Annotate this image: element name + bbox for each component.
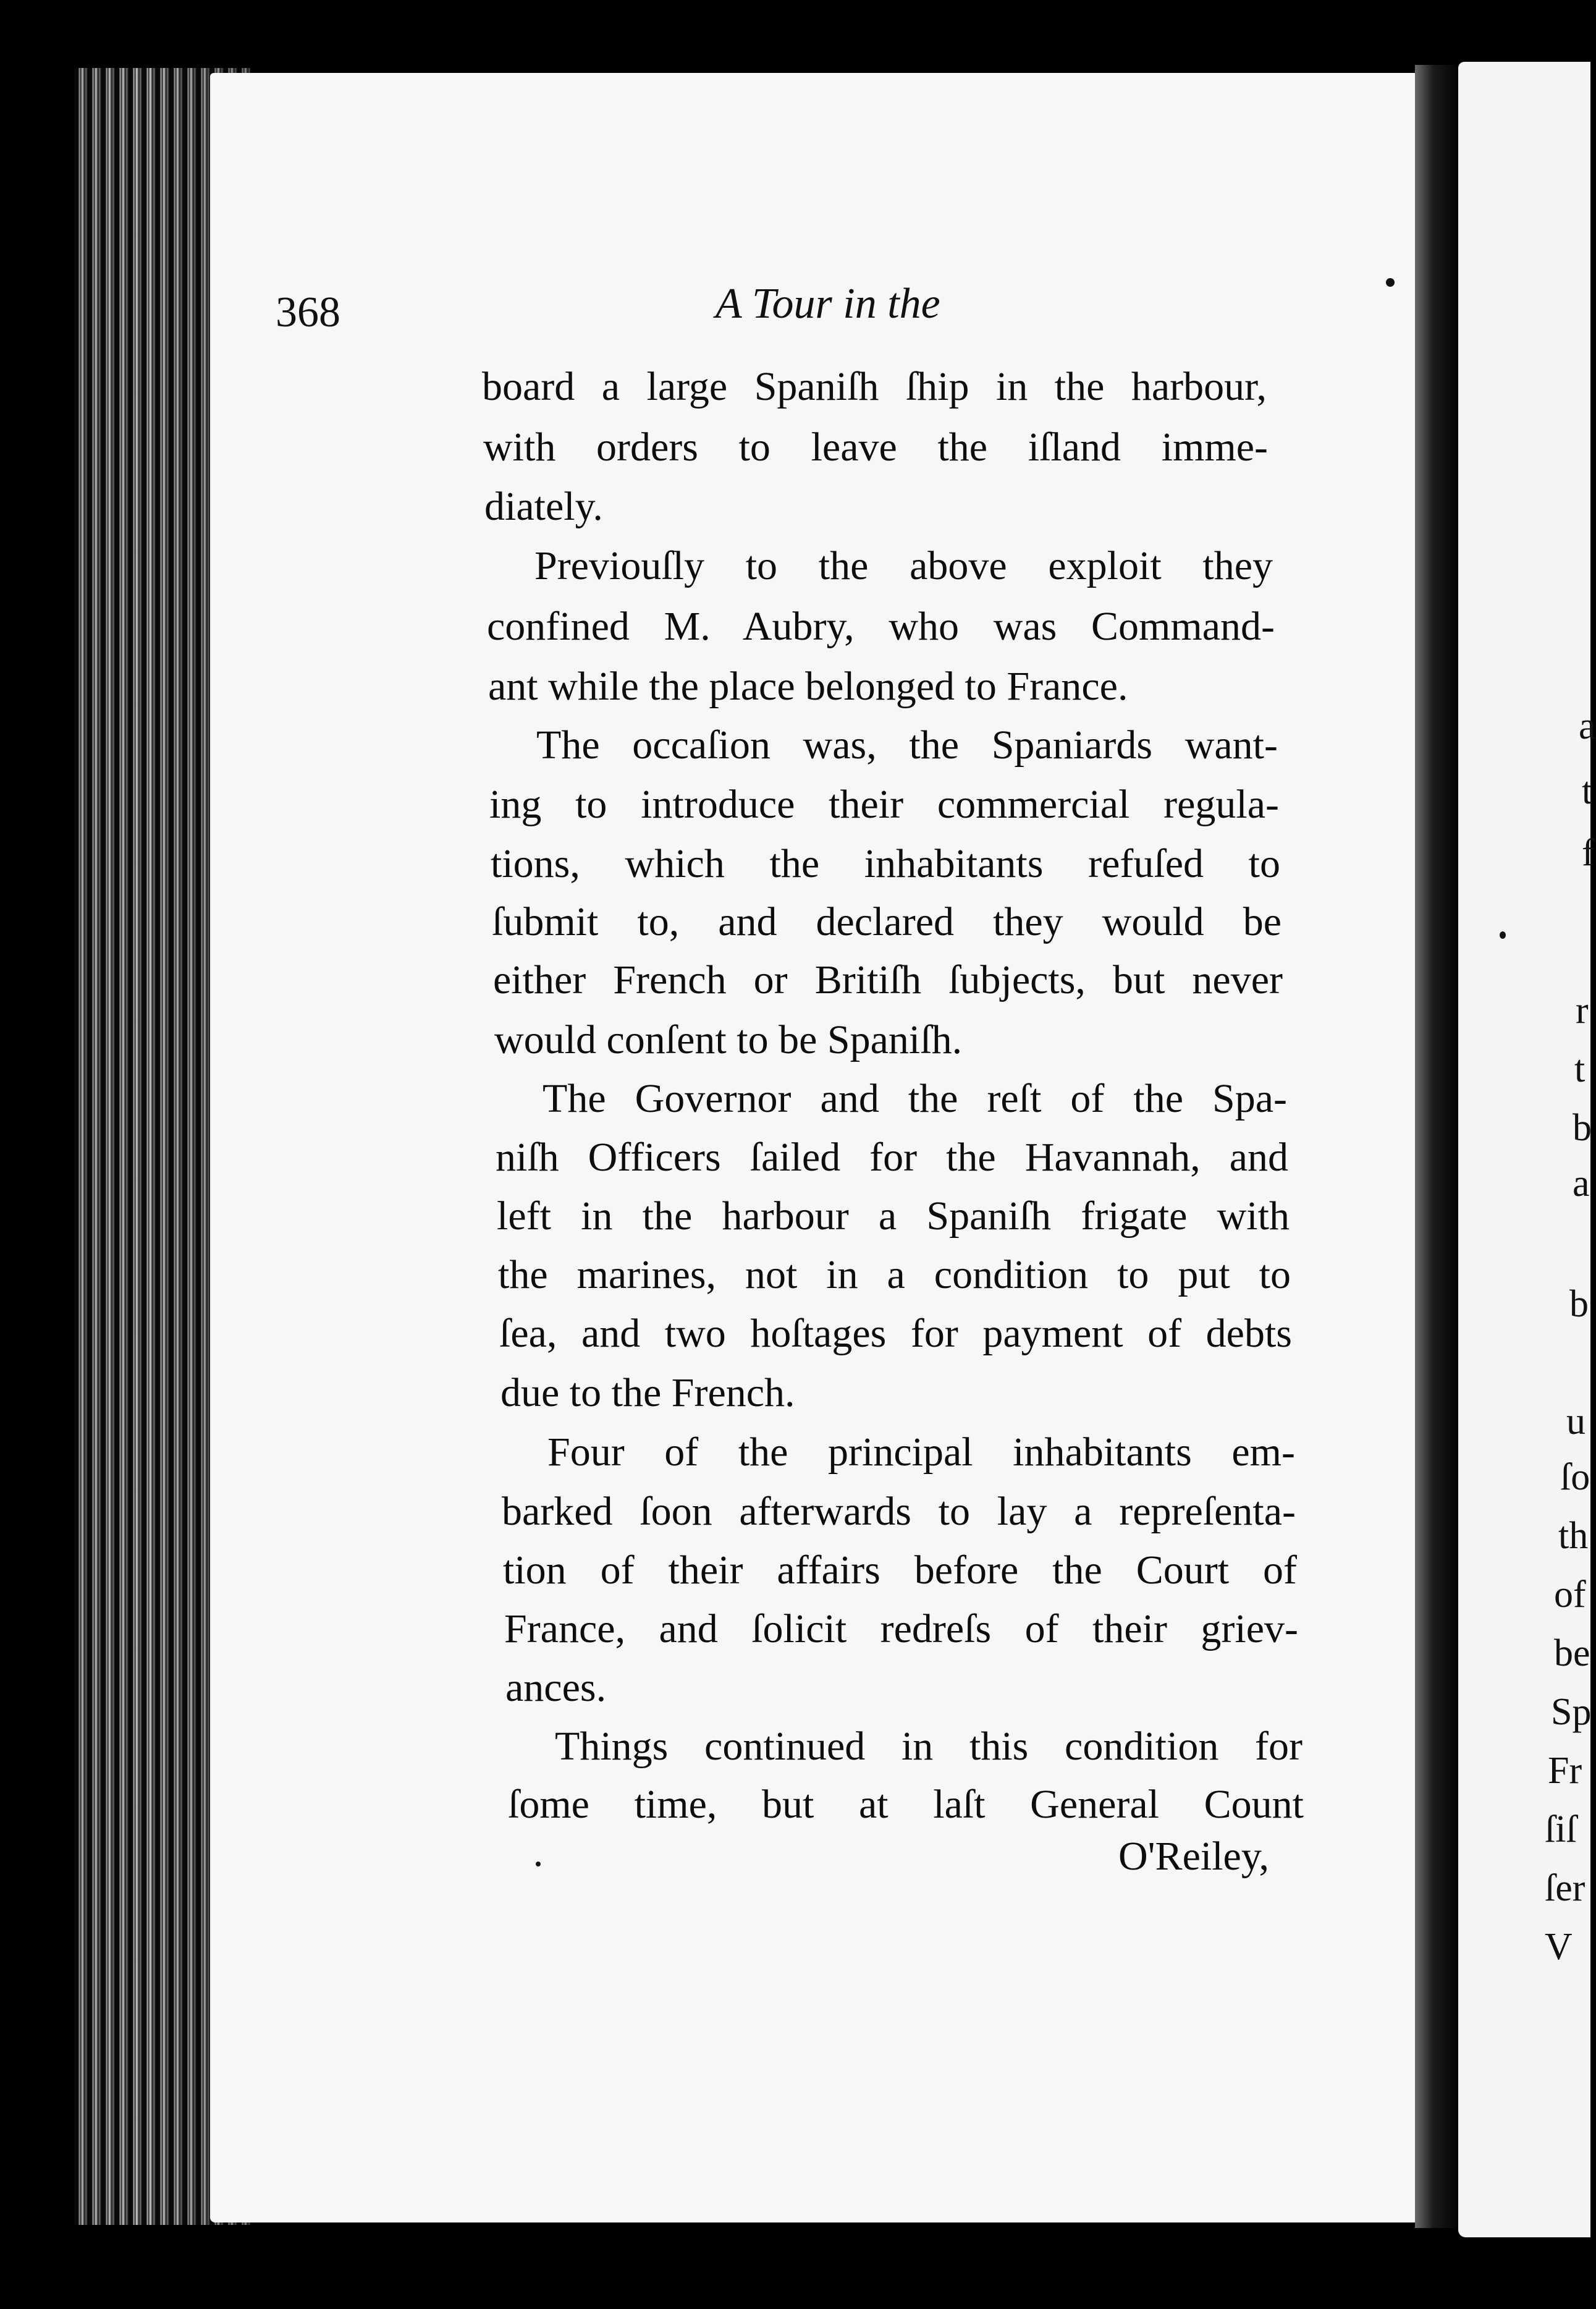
opposite-fragment: V (1545, 1926, 1573, 1968)
ink-speck (536, 1862, 541, 1866)
opposite-fragment: a (1573, 1163, 1590, 1205)
gutter-shadow (1415, 65, 1461, 2228)
ink-speck (1386, 278, 1395, 287)
text-line: due to the French. (500, 1370, 795, 1415)
opposite-fragment: Fr (1548, 1750, 1582, 1792)
opposite-fragment: u (1566, 1400, 1585, 1443)
opposite-fragment: th (1558, 1515, 1589, 1557)
opposite-fragment: of (1554, 1574, 1586, 1616)
opposite-fragment: b (1569, 1283, 1589, 1325)
text-line: would conſent to be Spaniſh. (494, 1017, 963, 1062)
text-line: ſome time, but at laſt General Count (508, 1782, 1304, 1827)
text-line: ſea, and two hoſtages for payment of debts (499, 1311, 1292, 1356)
text-line: The occaſion was, the Spaniards want- (536, 722, 1278, 768)
text-line: France, and ſolicit redreſs of their griev- (504, 1606, 1298, 1651)
opposite-fragment: be (1554, 1632, 1590, 1674)
text-line: niſh Officers ſailed for the Havannah, and (496, 1135, 1288, 1180)
catchword: O'Reiley, (1118, 1834, 1270, 1879)
opposite-fragment: ſer (1545, 1867, 1585, 1909)
text-line: ſubmit to, and declared they would be (492, 899, 1281, 944)
ink-speck (1500, 931, 1506, 939)
opposite-fragment: Sp (1551, 1691, 1592, 1733)
text-line: either French or Britiſh ſubjects, but never (493, 957, 1283, 1002)
text-line: ant while the place belonged to France. (488, 664, 1128, 709)
text-line: tion of their affairs before the Court of (503, 1548, 1297, 1593)
text-line: barked ſoon afterwards to lay a repreſenta- (502, 1489, 1296, 1534)
running-head: A Tour in the (716, 280, 940, 328)
opposite-fragment: ſiſ (1545, 1808, 1577, 1850)
text-line: ing to introduce their commercial regula- (489, 782, 1279, 827)
text-line: The Governor and the reſt of the Spa- (543, 1076, 1287, 1121)
text-line: tions, which the inhabitants refuſed to (491, 841, 1280, 886)
opposite-fragment: r (1576, 989, 1589, 1032)
opposite-fragment: ſo (1560, 1456, 1590, 1498)
text-line: with orders to leave the iſland imme- (483, 425, 1268, 470)
text-line: the marines, not in a condition to put to (498, 1252, 1291, 1297)
text-line: Previouſly to the above exploit they (534, 543, 1273, 588)
text-line: left in the harbour a Spaniſh frigate with (497, 1193, 1290, 1239)
page-number: 368 (276, 289, 340, 336)
text-line: Four of the principal inhabitants em- (547, 1430, 1295, 1475)
opposite-fragment: t (1574, 1048, 1585, 1090)
opposite-fragment: b (1573, 1107, 1592, 1149)
opposite-fragment: t (1582, 770, 1593, 812)
text-line: confined M. Aubry, who was Command- (487, 604, 1275, 649)
opposite-fragment: a (1579, 705, 1596, 747)
text-line: board a large Spaniſh ſhip in the harbour, (482, 364, 1267, 409)
text-line: ances. (505, 1665, 607, 1710)
text-line: diately. (484, 484, 603, 529)
text-line: Things continued in this condition for (555, 1724, 1303, 1769)
right-page (1458, 62, 1596, 2237)
opposite-fragment: f (1582, 832, 1595, 874)
